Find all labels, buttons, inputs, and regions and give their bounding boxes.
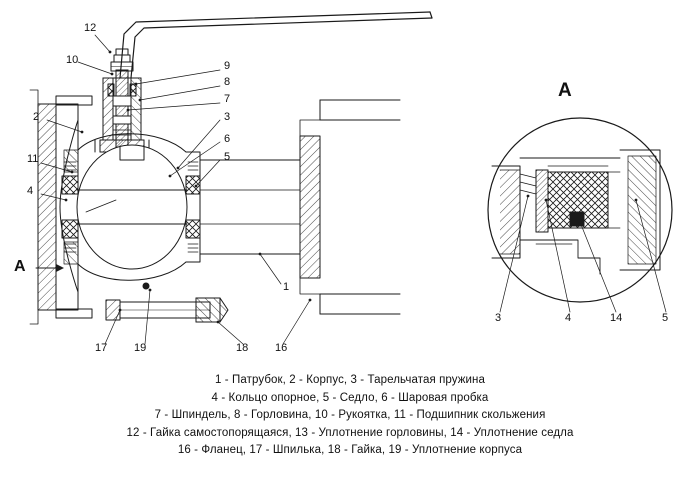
callout-detail-5: 5 [662, 312, 669, 324]
stud-and-nut [106, 298, 228, 322]
callout-7: 7 [224, 93, 231, 105]
legend-line-4: 12 - Гайка самостопорящаяся, 13 - Уплотнение горловины, 14 - Уплотнение седла [126, 426, 574, 439]
callout-detail-3: 3 [495, 312, 502, 324]
callout-11: 11 [27, 153, 39, 165]
callout-4: 4 [27, 185, 34, 197]
detail-view-a [488, 118, 672, 302]
callout-6: 6 [224, 133, 231, 145]
right-spigot [186, 100, 400, 314]
detail-mark-a-left: A [14, 258, 26, 275]
callout-16: 16 [275, 342, 288, 354]
callout-detail-14: 14 [610, 312, 623, 324]
callout-10: 10 [66, 54, 79, 66]
callout-8: 8 [224, 76, 231, 88]
legend-line-5: 16 - Фланец, 17 - Шпилька, 18 - Гайка, 19 - Уплотнение корпуса [177, 444, 523, 456]
callout-2: 2 [33, 111, 40, 123]
callout-3: 3 [224, 111, 231, 123]
ball-plug [77, 145, 187, 269]
callout-9: 9 [224, 60, 231, 72]
body-seal [143, 283, 149, 289]
legend-line-3: 7 - Шпиндель, 8 - Горловина, 10 - Рукоятка, 11 - Подшипник скольжения [154, 409, 546, 421]
legend [0, 372, 700, 460]
handle-lever [120, 12, 432, 78]
callout-17: 17 [95, 342, 108, 354]
legend-line-1: 1 - Патрубок, 2 - Корпус, 3 - Тарельчатая пружина [214, 374, 486, 386]
callout-5: 5 [224, 151, 231, 163]
callout-detail-4: 4 [565, 312, 572, 324]
callout-19: 19 [134, 342, 147, 354]
legend-line-2: 4 - Кольцо опорное, 5 - Седло, 6 - Шаровая пробка [211, 391, 489, 404]
callout-18: 18 [236, 342, 249, 354]
callout-1: 1 [283, 281, 290, 293]
callout-12: 12 [84, 22, 97, 34]
detail-mark-a-right: A [558, 80, 572, 101]
